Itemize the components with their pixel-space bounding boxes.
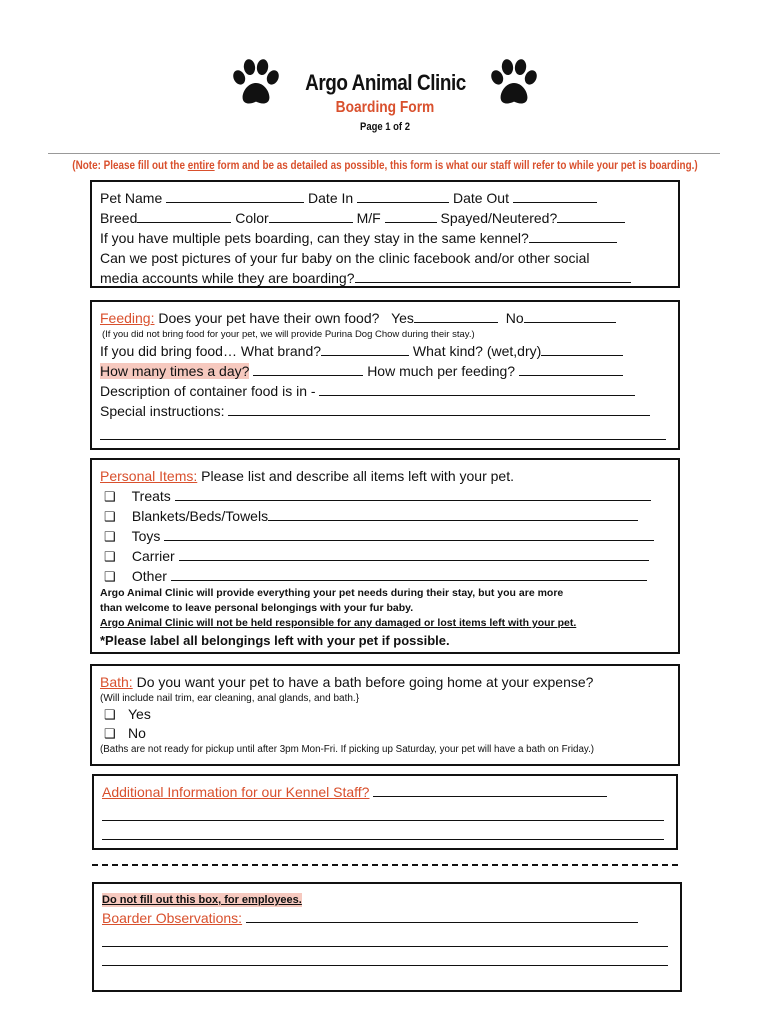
bath-includes: (Will include nail trim, ear cleaning, anal glands, and bath.} xyxy=(100,693,360,704)
date-in-field[interactable] xyxy=(357,188,449,203)
bath-heading: Bath: xyxy=(100,674,133,690)
checkbox-icon[interactable]: ❑ xyxy=(104,489,116,504)
spayed-field[interactable] xyxy=(557,208,625,223)
times-per-day-label: How many times a day? xyxy=(100,363,250,379)
label-belongings-notice: *Please label all belongings left with your pet if possible. xyxy=(100,633,450,648)
pet-info-row-2: Breed Color M/F Spayed/Neutered? xyxy=(100,208,670,228)
food-brand-field[interactable] xyxy=(321,341,409,356)
pet-name-field[interactable] xyxy=(166,188,304,203)
feeding-row-1: Feeding: Does your pet have their own food? Yes No xyxy=(100,308,670,328)
pet-info-row-3: If you have multiple pets boarding, can they stay in the same kennel? xyxy=(100,228,670,248)
feeding-row-4: Description of container food is in - xyxy=(100,381,670,401)
checkbox-icon[interactable]: ❑ xyxy=(104,726,116,741)
food-kind-field[interactable] xyxy=(541,341,623,356)
additional-info-line-2[interactable] xyxy=(102,802,664,821)
treats-field[interactable] xyxy=(175,486,651,501)
special-instructions-line-2[interactable] xyxy=(100,421,666,440)
observations-heading: Boarder Observations: xyxy=(102,910,243,926)
header-divider xyxy=(48,153,720,154)
social-media-field[interactable] xyxy=(355,268,631,283)
item-row-carrier: ❑ Carrier xyxy=(100,546,670,566)
employee-notice: Do not fill out this box, for employees. xyxy=(102,894,302,906)
item-row-toys: ❑ Toys xyxy=(100,526,670,546)
pet-info-row-5: media accounts while they are boarding? xyxy=(100,268,670,288)
checkbox-icon[interactable]: ❑ xyxy=(104,509,116,524)
feeding-note: (If you did not bring food for your pet, we will provide Purina Dog Chow during their stay.) xyxy=(102,329,475,340)
form-subtitle: Boarding Form xyxy=(335,99,435,116)
times-per-day-field[interactable] xyxy=(253,361,363,376)
bath-pickup-note: (Baths are not ready for pickup until after 3pm Mon-Fri. If picking up Saturday, your pet will have a bath on Friday.) xyxy=(100,744,595,755)
clinic-title: Argo Animal Clinic xyxy=(304,70,466,95)
carrier-field[interactable] xyxy=(179,546,649,561)
instructions-note: (Note: Please fill out the entire form and be as detailed as possible, this form is what our staff will refer to while your pet is boarding.) xyxy=(72,160,698,172)
additional-heading: Additional Information for our Kennel Staff? xyxy=(102,784,370,800)
item-row-treats: ❑ Treats xyxy=(100,486,670,506)
item-row-other: ❑ Other xyxy=(100,566,670,586)
bath-question-row: Bath: Do you want your pet to have a bath before going home at your expense? xyxy=(100,674,594,690)
date-out-field[interactable] xyxy=(513,188,597,203)
special-instructions-field[interactable] xyxy=(228,401,650,416)
additional-info-section xyxy=(92,774,678,850)
bath-section xyxy=(90,664,680,766)
container-description-field[interactable] xyxy=(319,381,635,396)
color-field[interactable] xyxy=(269,208,353,223)
feeding-row-5: Special instructions: xyxy=(100,401,670,421)
additional-info-field[interactable] xyxy=(373,782,607,797)
observations-line-3[interactable] xyxy=(102,947,668,966)
pet-info-section xyxy=(90,180,680,288)
toys-field[interactable] xyxy=(164,526,654,541)
additional-heading-row xyxy=(102,782,668,802)
liability-notice: Argo Animal Clinic will not be held responsible for any damaged or lost items left with your pet. xyxy=(100,617,577,629)
bath-option-yes: ❑ Yes xyxy=(100,705,670,724)
employee-section xyxy=(92,882,682,992)
same-kennel-field[interactable] xyxy=(529,228,617,243)
welcome-notice: than welcome to leave personal belongings with your fur baby. xyxy=(100,602,414,614)
provide-notice: Argo Animal Clinic will provide everything your pet needs during their stay, but you are more xyxy=(100,587,564,599)
cut-line-divider xyxy=(92,864,678,866)
observations-line-2[interactable] xyxy=(102,928,668,947)
checkbox-icon[interactable]: ❑ xyxy=(104,549,116,564)
blankets-field[interactable] xyxy=(268,506,638,521)
page-indicator: Page 1 of 2 xyxy=(360,121,410,133)
amount-per-feeding-field[interactable] xyxy=(519,361,623,376)
feeding-row-3: How many times a day? How much per feeding? xyxy=(100,361,670,381)
personal-items-section xyxy=(90,458,680,654)
own-food-yes-field[interactable] xyxy=(414,308,498,323)
pet-info-row-4: Can we post pictures of your fur baby on the clinic facebook and/or other social xyxy=(100,250,590,266)
feeding-section xyxy=(90,300,680,450)
own-food-no-field[interactable] xyxy=(524,308,616,323)
sex-field[interactable] xyxy=(385,208,437,223)
pet-info-row-1: Pet Name Date In Date Out xyxy=(100,188,670,208)
breed-field[interactable] xyxy=(137,208,231,223)
checkbox-icon[interactable]: ❑ xyxy=(104,529,116,544)
feeding-row-2: If you did bring food… What brand? What kind? (wet,dry) xyxy=(100,341,670,361)
form-header xyxy=(0,55,770,133)
bath-option-no: ❑ No xyxy=(100,724,670,743)
item-row-blankets: ❑ Blankets/Beds/Towels xyxy=(100,506,670,526)
observations-field[interactable] xyxy=(246,908,638,923)
note-emphasis: entire xyxy=(187,160,215,172)
feeding-heading: Feeding: xyxy=(100,310,155,326)
observations-heading-row xyxy=(102,908,672,928)
checkbox-icon[interactable]: ❑ xyxy=(104,707,116,722)
personal-items-heading: Personal Items: xyxy=(100,468,198,484)
personal-items-heading-row: Personal Items: Please list and describe all items left with your pet. xyxy=(100,468,514,484)
checkbox-icon[interactable]: ❑ xyxy=(104,569,116,584)
other-field[interactable] xyxy=(171,566,647,581)
additional-info-line-3[interactable] xyxy=(102,821,664,840)
